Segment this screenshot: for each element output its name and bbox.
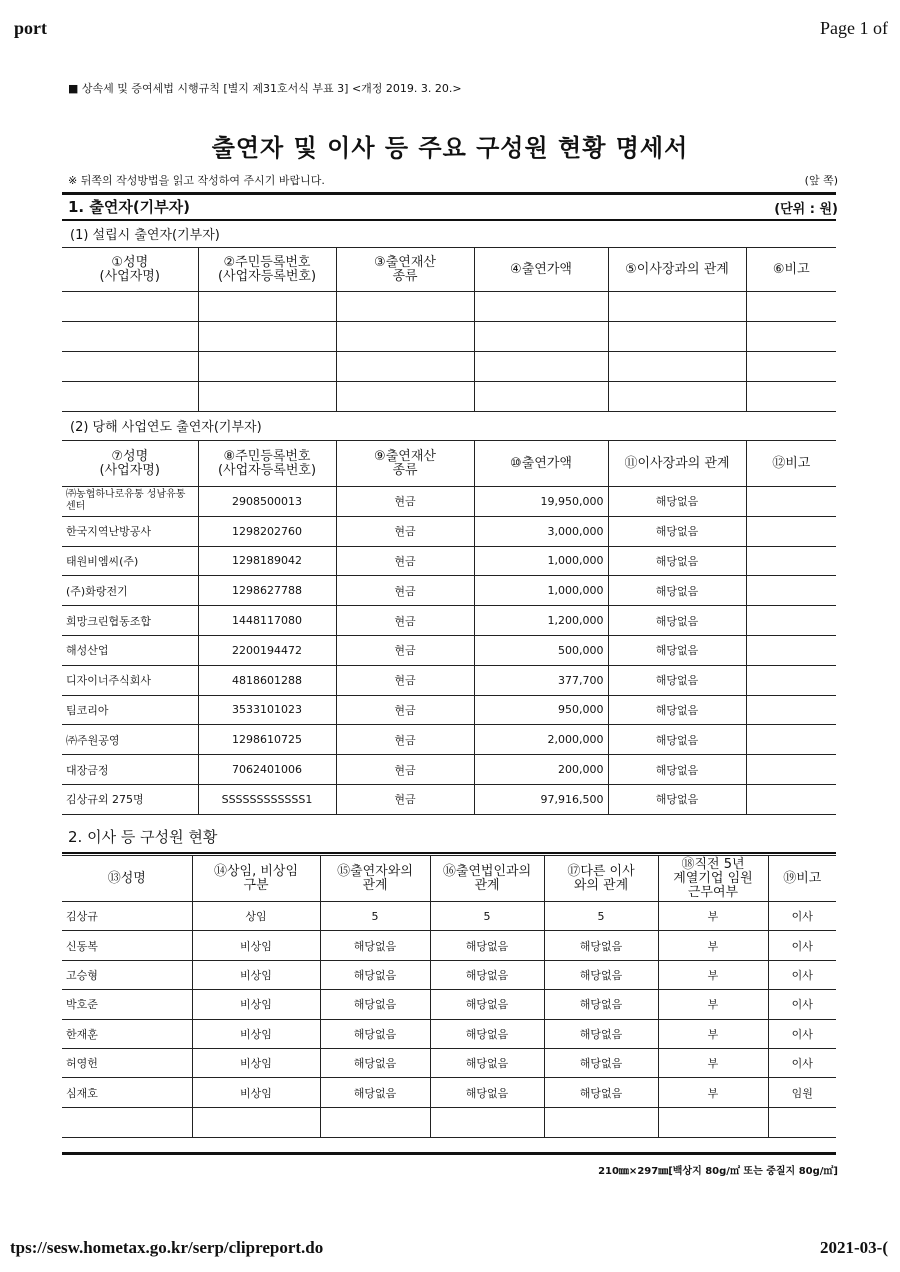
table-cell	[768, 1107, 836, 1137]
column-header-line: 구분	[243, 877, 269, 893]
table-cell: 현금	[336, 516, 474, 546]
table-cell: 비상임	[192, 931, 320, 960]
table-cell	[746, 516, 836, 546]
column-header-line: ⑲비고	[783, 870, 822, 886]
table-cell: 부	[658, 1019, 768, 1048]
table-cell: 이사	[768, 902, 836, 931]
table-cell: 19,950,000	[474, 487, 608, 517]
table-cell: 1,200,000	[474, 606, 608, 636]
table-cell: 해당없음	[544, 1078, 658, 1107]
page-header-left: port	[14, 18, 47, 38]
table-cell: 비상임	[192, 960, 320, 989]
table-cell: 해당없음	[608, 665, 746, 695]
table-cell: 해당없음	[608, 606, 746, 636]
top-rule	[62, 192, 836, 195]
column-header-line: (사업자등록번호)	[217, 268, 317, 284]
table-cell: 해당없음	[544, 931, 658, 960]
table-cell: 비상임	[192, 1048, 320, 1077]
sub1-title: (1) 설립시 출연자(기부자)	[70, 228, 220, 243]
table-cell	[746, 292, 836, 322]
table-cell: 비상임	[192, 1078, 320, 1107]
table-cell: 해당없음	[544, 960, 658, 989]
column-header-line: 와의 관계	[573, 877, 629, 893]
table-cell: 해당없음	[608, 635, 746, 665]
table-cell	[746, 352, 836, 382]
table-row	[62, 695, 836, 725]
table-cell: 부	[658, 1078, 768, 1107]
table-cell	[430, 1107, 544, 1137]
table-cell: 현금	[336, 487, 474, 517]
table-cell: 해당없음	[320, 1019, 430, 1048]
table-cell: 이사	[768, 1048, 836, 1077]
column-header	[474, 248, 608, 292]
table-row	[62, 1107, 836, 1137]
table-cell	[746, 784, 836, 814]
table-cell: 950,000	[474, 695, 608, 725]
table-cell: 1448117080	[198, 606, 336, 636]
table-cell	[474, 292, 608, 322]
table-cell: 팀코리아	[62, 695, 198, 725]
column-header	[336, 441, 474, 487]
column-header-line: ⑤이사장과의 관계	[625, 261, 729, 277]
table-cell: 해당없음	[320, 1078, 430, 1107]
table-cell: 1298627788	[198, 576, 336, 606]
table-cell: SSSSSSSSSSSS1	[198, 784, 336, 814]
table-cell	[608, 292, 746, 322]
table-cell: 한재훈	[62, 1019, 192, 1048]
column-header-line: ⑬성명	[107, 870, 146, 886]
table-cell	[746, 576, 836, 606]
table-cell	[336, 322, 474, 352]
current-year-contributors-table	[62, 440, 836, 815]
table-cell: 2,000,000	[474, 725, 608, 755]
table-cell	[198, 382, 336, 412]
table-cell: 현금	[336, 755, 474, 785]
table-cell: 김상규	[62, 902, 192, 931]
table-cell	[198, 322, 336, 352]
table-cell	[198, 292, 336, 322]
table-row	[62, 1048, 836, 1077]
table-cell: 3,000,000	[474, 516, 608, 546]
table-cell: 부	[658, 1048, 768, 1077]
footer-url: tps://sesw.hometax.go.kr/serp/clipreport.do	[10, 1238, 324, 1257]
table-row	[62, 606, 836, 636]
table-cell	[336, 292, 474, 322]
table-row	[62, 576, 836, 606]
column-header	[746, 441, 836, 487]
column-header	[192, 856, 320, 902]
table-cell	[608, 382, 746, 412]
table-cell: 해당없음	[608, 516, 746, 546]
column-header	[320, 856, 430, 902]
table-cell: 해당없음	[608, 695, 746, 725]
column-header	[198, 248, 336, 292]
table-cell	[474, 322, 608, 352]
table-cell: 해당없음	[608, 725, 746, 755]
table-cell	[746, 725, 836, 755]
section1-rule	[62, 219, 836, 221]
law-reference: ■ 상속세 및 증여세법 시행규칙 [별지 제31호서식 부표 3] <개정 2019. 3. 20.>	[68, 82, 462, 95]
table-cell	[474, 382, 608, 412]
column-header-line: ①성명	[111, 254, 149, 270]
column-header-line: ③출연재산	[374, 254, 436, 270]
table-cell: ㈜농협하나로유통 성남유통센터	[62, 487, 198, 517]
table-row	[62, 931, 836, 960]
table-cell: 현금	[336, 546, 474, 576]
table-cell	[336, 352, 474, 382]
table-row	[62, 990, 836, 1019]
table-cell: 5	[320, 902, 430, 931]
table-cell: (주)화랑전기	[62, 576, 198, 606]
column-header	[746, 248, 836, 292]
column-header	[62, 441, 198, 487]
column-header-line: ⑦성명	[111, 448, 149, 464]
column-header-line: ⑭상임, 비상임	[213, 863, 299, 879]
section1-title: 1. 출연자(기부자)	[68, 198, 191, 216]
table-cell: 이사	[768, 1019, 836, 1048]
column-header-line: 관계	[474, 877, 500, 893]
table-cell: 현금	[336, 784, 474, 814]
table-cell	[608, 322, 746, 352]
table-cell	[474, 352, 608, 382]
table-cell: 해당없음	[544, 990, 658, 1019]
section2-rule	[62, 852, 836, 854]
table-cell: 박호준	[62, 990, 192, 1019]
table-cell	[62, 292, 198, 322]
column-header-line: ④출연가액	[510, 261, 572, 277]
table-cell: 태원비엠씨(주)	[62, 546, 198, 576]
table-cell	[746, 382, 836, 412]
document-title: 출연자 및 이사 등 주요 구성원 현황 명세서	[211, 134, 689, 162]
table-cell: 디자이너주식회사	[62, 665, 198, 695]
column-header	[198, 441, 336, 487]
column-header	[62, 248, 198, 292]
table-cell: 해당없음	[544, 1048, 658, 1077]
table-cell	[746, 322, 836, 352]
table-cell: 1298189042	[198, 546, 336, 576]
table-cell: 500,000	[474, 635, 608, 665]
table-cell: 해당없음	[430, 1048, 544, 1077]
table-row	[62, 546, 836, 576]
column-header-line: ⑥비고	[772, 261, 810, 277]
column-header-line: ②주민등록번호	[223, 254, 311, 270]
table-row	[62, 755, 836, 785]
table-row	[62, 725, 836, 755]
table-cell: 해당없음	[430, 1019, 544, 1048]
table-cell	[746, 487, 836, 517]
table-cell: 부	[658, 960, 768, 989]
table-cell: 97,916,500	[474, 784, 608, 814]
table-cell: 신동복	[62, 931, 192, 960]
table-cell: 해당없음	[430, 1078, 544, 1107]
table-cell	[746, 606, 836, 636]
table-row	[62, 784, 836, 814]
column-header-line: ⑮출연자와의	[337, 863, 413, 879]
table-row	[62, 487, 836, 517]
table-cell: 해당없음	[320, 960, 430, 989]
table-row	[62, 292, 836, 322]
table-cell: 해당없음	[430, 931, 544, 960]
table-cell: 이사	[768, 960, 836, 989]
table-row	[62, 635, 836, 665]
table-cell: 해당없음	[608, 546, 746, 576]
table-cell	[320, 1107, 430, 1137]
table-cell	[192, 1107, 320, 1137]
table-cell	[62, 352, 198, 382]
table-cell: 1298610725	[198, 725, 336, 755]
table-cell	[746, 755, 836, 785]
column-header-line: (사업자등록번호)	[217, 462, 317, 478]
table-cell: 5	[430, 902, 544, 931]
column-header-line: 근무여부	[687, 884, 739, 900]
table-row	[62, 960, 836, 989]
sub2-title: (2) 당해 사업연도 출연자(기부자)	[70, 420, 262, 435]
table-cell: 200,000	[474, 755, 608, 785]
table-cell	[544, 1107, 658, 1137]
table-cell: 이사	[768, 931, 836, 960]
column-header	[430, 856, 544, 902]
table-cell: 해당없음	[430, 960, 544, 989]
table-cell: 해당없음	[608, 784, 746, 814]
table-cell: 상임	[192, 902, 320, 931]
table-cell: 7062401006	[198, 755, 336, 785]
column-header-line: 관계	[362, 877, 388, 893]
column-header-line: 계열기업 임원	[673, 870, 753, 886]
table-row	[62, 352, 836, 382]
table-cell: 비상임	[192, 1019, 320, 1048]
table-cell: 대장금정	[62, 755, 198, 785]
bottom-rule	[62, 1152, 836, 1155]
table-cell: 1,000,000	[474, 576, 608, 606]
table-cell: 해성산업	[62, 635, 198, 665]
column-header-line: ⑧주민등록번호	[223, 448, 311, 464]
table-cell: 부	[658, 902, 768, 931]
column-header-line: 종류	[392, 462, 418, 478]
column-header-line: (사업자명)	[99, 268, 160, 284]
table-cell: 현금	[336, 576, 474, 606]
table-cell: 해당없음	[608, 755, 746, 785]
table-row	[62, 322, 836, 352]
table-cell: 1,000,000	[474, 546, 608, 576]
table-cell: 3533101023	[198, 695, 336, 725]
table-cell	[746, 635, 836, 665]
table-cell: 한국지역난방공사	[62, 516, 198, 546]
column-header	[62, 856, 192, 902]
table-cell: 심재호	[62, 1078, 192, 1107]
table-cell: 2200194472	[198, 635, 336, 665]
table-cell: 4818601288	[198, 665, 336, 695]
table-cell	[62, 1107, 192, 1137]
column-header	[658, 856, 768, 902]
table-cell	[746, 665, 836, 695]
table-cell: 고승형	[62, 960, 192, 989]
table-cell	[198, 352, 336, 382]
column-header	[336, 248, 474, 292]
table-cell: 2908500013	[198, 487, 336, 517]
founding-contributors-table	[62, 247, 836, 412]
table-cell: 부	[658, 931, 768, 960]
table-cell: 현금	[336, 606, 474, 636]
table-cell: 해당없음	[430, 990, 544, 1019]
column-header-line: ⑨출연재산	[374, 448, 436, 464]
column-header-line: (사업자명)	[99, 462, 160, 478]
table-row	[62, 1019, 836, 1048]
table-cell	[658, 1107, 768, 1137]
column-header	[768, 856, 836, 902]
column-header-line: ⑩출연가액	[510, 455, 572, 471]
table-cell	[62, 322, 198, 352]
table-cell: 해당없음	[544, 1019, 658, 1048]
footer-date: 2021-03-(	[820, 1238, 888, 1257]
table-row	[62, 1078, 836, 1107]
column-header	[474, 441, 608, 487]
column-header	[544, 856, 658, 902]
table-cell	[746, 546, 836, 576]
column-header-line: ⑯출연법인과의	[442, 863, 532, 879]
table-cell: 해당없음	[608, 576, 746, 606]
column-header	[608, 248, 746, 292]
column-header-line: ⑰다른 이사	[567, 863, 635, 879]
table-cell: 해당없음	[320, 990, 430, 1019]
table-cell: 5	[544, 902, 658, 931]
table-cell	[336, 382, 474, 412]
table-cell: 허영헌	[62, 1048, 192, 1077]
table-cell: 1298202760	[198, 516, 336, 546]
table-cell: 김상규외 275명	[62, 784, 198, 814]
table-row	[62, 516, 836, 546]
unit-label: (단위 : 원)	[774, 202, 838, 217]
table-cell	[62, 382, 198, 412]
column-header-line: ⑫비고	[772, 455, 811, 471]
table-cell: 희망크린협동조합	[62, 606, 198, 636]
table-cell	[608, 352, 746, 382]
column-header-line: ⑪이사장과의 관계	[624, 455, 730, 471]
table-cell: 현금	[336, 635, 474, 665]
table-cell: 해당없음	[320, 1048, 430, 1077]
section2-title: 2. 이사 등 구성원 현황	[68, 828, 218, 846]
table-cell: 현금	[336, 665, 474, 695]
table-row	[62, 382, 836, 412]
table-cell: 이사	[768, 990, 836, 1019]
table-cell: 비상임	[192, 990, 320, 1019]
table-cell: 해당없음	[608, 487, 746, 517]
page-side-label: (앞 쪽)	[804, 174, 838, 187]
column-header-line: ⑱직전 5년	[681, 856, 745, 872]
table-cell: 해당없음	[320, 931, 430, 960]
page-number: Page 1 of	[820, 18, 888, 38]
table-cell: 임원	[768, 1078, 836, 1107]
table-cell	[746, 695, 836, 725]
table-cell: 부	[658, 990, 768, 1019]
table-cell: 377,700	[474, 665, 608, 695]
table-cell: 현금	[336, 695, 474, 725]
board-members-table	[62, 855, 836, 1138]
paper-spec: 210㎜×297㎜[백상지 80g/㎡ 또는 중질지 80g/㎡]	[598, 1166, 838, 1177]
table-row	[62, 902, 836, 931]
column-header-line: 종류	[392, 268, 418, 284]
table-row	[62, 665, 836, 695]
column-header	[608, 441, 746, 487]
table-cell: 현금	[336, 725, 474, 755]
instruction-note: ※ 뒤쪽의 작성방법을 읽고 작성하여 주시기 바랍니다.	[68, 174, 325, 187]
table-cell: ㈜주원공영	[62, 725, 198, 755]
